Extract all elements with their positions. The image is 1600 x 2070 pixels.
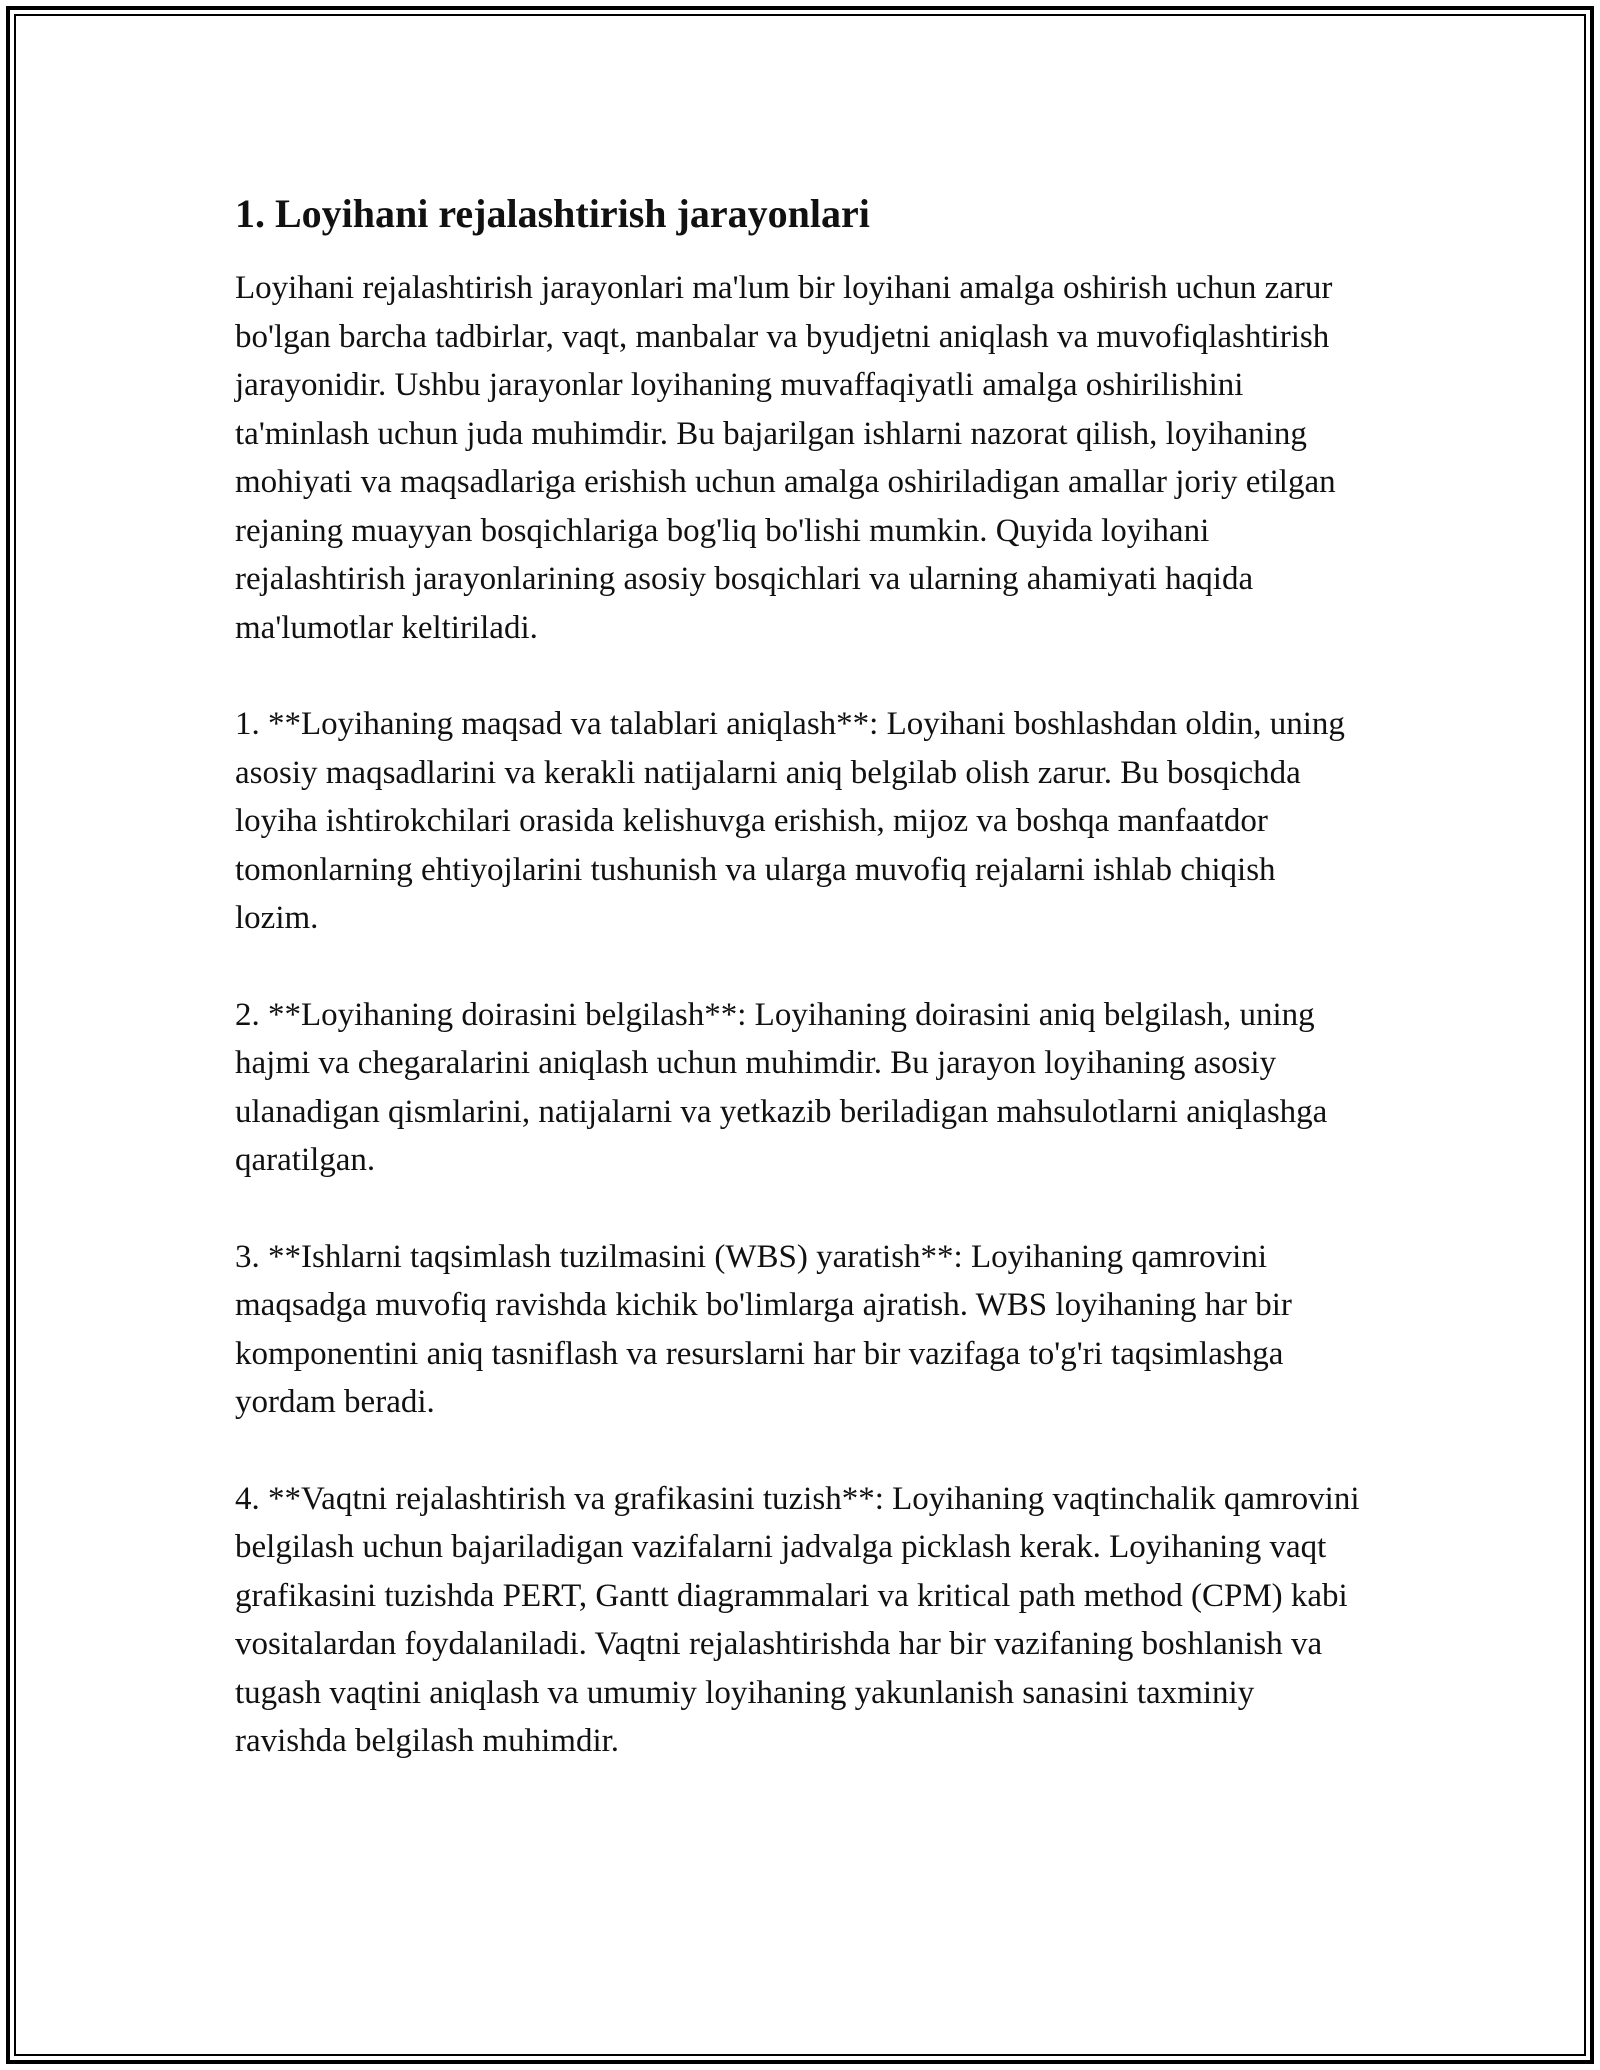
list-item-wbs: 3. **Ishlarni taqsimlash tuzilmasini (WBS) yaratish**: Loyihaning qamrovini maqsadga muvofiq ravishda kichik bo'limlarga ajratish. WBS loyihaning har bir komponentini aniq tasniflash va resurslarni har bir vazifaga to'g'ri taqsimlashga yordam beradi.	[235, 1238, 1292, 1420]
intro-paragraph: Loyihani rejalashtirish jarayonlari ma'lum bir loyihani amalga oshirish uchun zarur bo'lgan barcha tadbirlar, vaqt, manbalar va byudjetni aniqlash va muvofiqlashtirish jarayonidir. Ushbu jarayonlar loyihaning muvaffaqiyatli amalga oshirilishini ta'minlash uchun juda muhimdir. Bu bajarilgan ishlarni nazorat qilish, loyihaning mohiyati va maqsadlariga erishish uchun amalga oshiriladigan amallar joriy etilgan rejaning muayyan bosqichlariga bog'liq bo'lishi mumkin. Quyida loyihani rejalashtirish jarayonlarining asosiy bosqichlari va ularning ahamiyati haqida ma'lumotlar keltiriladi.	[235, 270, 1336, 646]
list-item-goals: 1. **Loyihaning maqsad va talablari aniqlash**: Loyihani boshlashdan oldin, uning asosiy maqsadlarini va kerakli natijalarni aniq belgilab olish zarur. Bu bosqichda loyiha ishtirokchilari orasida kelishuvga erishish, mijoz va boshqa manfaatdor tomonlarning ehtiyojlarini tushunish va ularga muvofiq rejalarni ishlab chiqish lozim.	[235, 706, 1345, 936]
document-body	[235, 186, 1365, 1814]
list-item-scope: 2. **Loyihaning doirasini belgilash**: Loyihaning doirasini aniq belgilash, uning hajmi va chegaralarini aniqlash uchun muhimdir. Bu jarayon loyihaning asosiy ulanadigan qismlarini, natijalarni va yetkazib beriladigan mahsulotlarni aniqlashga qaratilgan.	[235, 996, 1328, 1178]
list-item-schedule: 4. **Vaqtni rejalashtirish va grafikasini tuzish**: Loyihaning vaqtinchalik qamrovini belgilash uchun bajariladigan vazifalarni jadvalga picklash kerak. Loyihaning vaqt grafikasini tuzishda PERT, Gantt diagrammalari va kritical path method (CPM) kabi vositalardan foydalaniladi. Vaqtni rejalashtirishda har bir vazifaning boshlanish va tugash vaqtini aniqlash va umumiy loyihaning yakunlanish sanasini taxminiy ravishda belgilash muhimdir.	[235, 1480, 1360, 1759]
section-heading: 1. Loyihani rejalashtirish jarayonlari	[235, 191, 870, 236]
